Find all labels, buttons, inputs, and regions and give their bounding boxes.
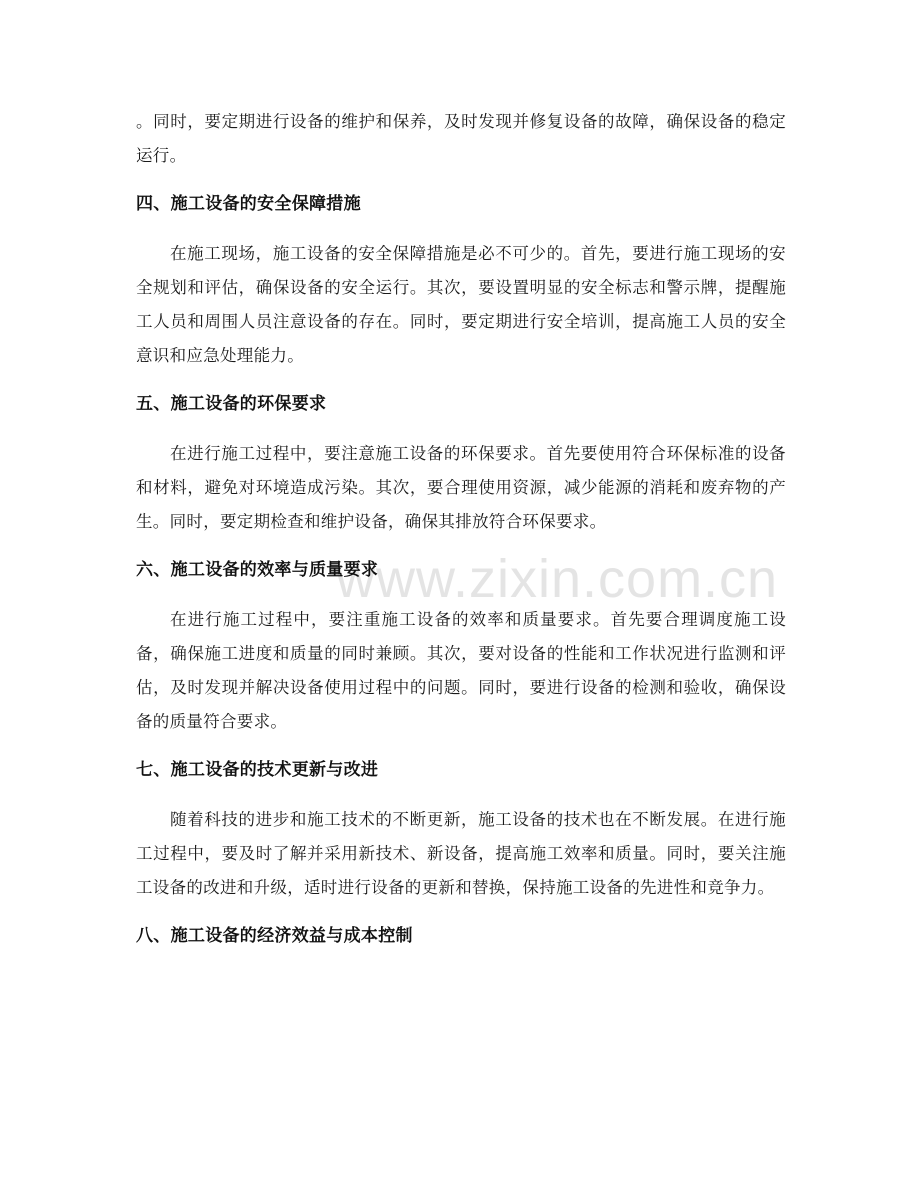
body-paragraph: 在施工现场，施工设备的安全保障措施是必不可少的。首先，要进行施工现场的安全规划和评估，确保设备的安全运行。其次，要设置明显的安全标志和警示牌，提醒施工人员和周围人员注意设备的存在。同时，要定期进行安全培训，提高施工人员的安全意识和应急处理能力。 bbox=[136, 244, 786, 365]
section-heading: 八、施工设备的经济效益与成本控制 bbox=[136, 926, 413, 946]
section-heading: 四、施工设备的安全保障措施 bbox=[136, 194, 361, 214]
section-heading: 五、施工设备的环保要求 bbox=[136, 394, 327, 414]
spacer bbox=[136, 173, 786, 187]
spacer bbox=[136, 787, 786, 803]
section-heading: 七、施工设备的技术更新与改进 bbox=[136, 760, 379, 780]
spacer bbox=[136, 587, 786, 603]
spacer bbox=[136, 739, 786, 753]
body-paragraph: 在进行施工过程中，要注意施工设备的环保要求。首先要使用符合环保标准的设备和材料，避免对环境造成污染。其次，要合理使用资源，减少能源的消耗和废弃物的产生。同时，要定期检查和维护设备，确保其排放符合环保要求。 bbox=[136, 444, 786, 531]
body-paragraph: 随着科技的进步和施工技术的不断更新，施工设备的技术也在不断发展。在进行施工过程中，要及时了解并采用新技术、新设备，提高施工效率和质量。同时，要关注施工设备的改进和升级，适时进行设备的更新和替换，保持施工设备的先进性和竞争力。 bbox=[136, 810, 786, 897]
spacer bbox=[136, 905, 786, 919]
spacer bbox=[136, 539, 786, 553]
spacer bbox=[136, 221, 786, 237]
document-body bbox=[136, 105, 786, 953]
section-heading: 六、施工设备的效率与质量要求 bbox=[136, 560, 379, 580]
spacer bbox=[136, 373, 786, 387]
spacer bbox=[136, 421, 786, 437]
body-paragraph: 。同时，要定期进行设备的维护和保养，及时发现并修复设备的故障，确保设备的稳定运行。 bbox=[136, 112, 786, 165]
body-paragraph: 在进行施工过程中，要注重施工设备的效率和质量要求。首先要合理调度施工设备，确保施工进度和质量的同时兼顾。其次，要对设备的性能和工作状况进行监测和评估，及时发现并解决设备使用过程中的问题。同时，要进行设备的检测和验收，确保设备的质量符合要求。 bbox=[136, 610, 786, 731]
watermark: www.zixin.com.cn bbox=[336, 549, 779, 609]
